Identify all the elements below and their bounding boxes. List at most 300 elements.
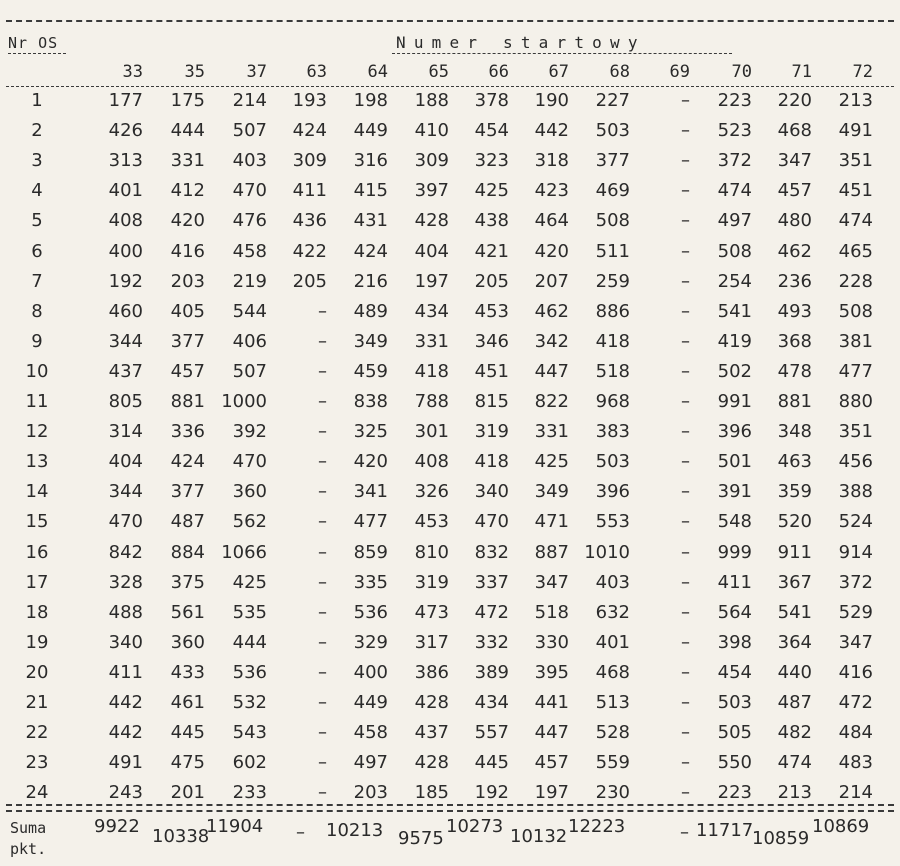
table-cell: – bbox=[318, 300, 327, 322]
table-cell: 884 bbox=[170, 541, 205, 563]
table-cell: 424 bbox=[170, 451, 205, 473]
table-cell: 175 bbox=[170, 90, 205, 111]
table-cell: 991 bbox=[717, 391, 752, 412]
start-number-title: Numer startowy bbox=[396, 33, 646, 52]
row-number: 9 bbox=[31, 330, 43, 352]
table-cell: 207 bbox=[534, 270, 569, 292]
table-cell: 472 bbox=[838, 692, 873, 713]
table-row bbox=[0, 752, 900, 782]
table-cell: 523 bbox=[717, 120, 752, 142]
table-cell: 388 bbox=[838, 481, 873, 503]
table-cell: 559 bbox=[595, 752, 630, 774]
table-cell: 346 bbox=[474, 330, 509, 352]
table-cell: 464 bbox=[534, 210, 569, 232]
table-cell: 404 bbox=[414, 240, 449, 262]
table-cell: 378 bbox=[474, 90, 509, 111]
table-cell: 437 bbox=[414, 722, 449, 744]
table-cell: 428 bbox=[414, 210, 449, 232]
table-cell: 520 bbox=[777, 511, 812, 533]
table-cell: – bbox=[681, 601, 690, 623]
sum-value: 9575 bbox=[398, 828, 444, 849]
table-cell: 564 bbox=[717, 601, 752, 623]
table-cell: 423 bbox=[534, 180, 569, 202]
table-cell: 487 bbox=[170, 511, 205, 533]
table-cell: 454 bbox=[474, 120, 509, 142]
table-cell: 344 bbox=[108, 481, 143, 503]
table-row bbox=[0, 481, 900, 511]
table-cell: – bbox=[318, 661, 327, 683]
table-cell: 548 bbox=[717, 511, 752, 533]
table-cell: 968 bbox=[595, 391, 630, 412]
column-header: 70 bbox=[731, 62, 752, 82]
table-cell: – bbox=[681, 511, 690, 533]
table-cell: 227 bbox=[595, 90, 630, 111]
table-cell: 332 bbox=[474, 631, 509, 653]
table-cell: – bbox=[681, 451, 690, 473]
table-row bbox=[0, 241, 900, 271]
table-cell: 999 bbox=[717, 541, 752, 563]
table-cell: 197 bbox=[414, 270, 449, 292]
table-cell: 815 bbox=[474, 391, 509, 412]
top-rule bbox=[6, 20, 894, 22]
table-cell: 214 bbox=[838, 782, 873, 804]
table-cell: 359 bbox=[777, 481, 812, 503]
table-cell: 337 bbox=[474, 571, 509, 593]
table-cell: 881 bbox=[777, 391, 812, 412]
table-cell: 459 bbox=[353, 360, 388, 382]
table-cell: – bbox=[681, 752, 690, 774]
table-cell: 301 bbox=[414, 421, 449, 443]
table-cell: 328 bbox=[108, 571, 143, 593]
table-cell: 474 bbox=[717, 180, 752, 202]
table-cell: 462 bbox=[777, 240, 812, 262]
table-row bbox=[0, 542, 900, 572]
table-cell: 309 bbox=[414, 150, 449, 172]
table-cell: 550 bbox=[717, 752, 752, 774]
column-header: 69 bbox=[669, 62, 690, 82]
table-cell: 468 bbox=[595, 661, 630, 683]
table-cell: 602 bbox=[232, 752, 267, 774]
table-row bbox=[0, 120, 900, 150]
table-cell: 461 bbox=[170, 692, 205, 713]
table-cell: 457 bbox=[777, 180, 812, 202]
table-cell: 420 bbox=[534, 240, 569, 262]
table-cell: 1000 bbox=[221, 391, 267, 412]
table-cell: 428 bbox=[414, 752, 449, 774]
table-cell: 532 bbox=[232, 692, 267, 713]
table-cell: 400 bbox=[108, 240, 143, 262]
table-cell: – bbox=[318, 752, 327, 774]
table-cell: 502 bbox=[717, 360, 752, 382]
table-cell: 536 bbox=[353, 601, 388, 623]
table-cell: 367 bbox=[777, 571, 812, 593]
table-cell: – bbox=[318, 601, 327, 623]
table-cell: 436 bbox=[292, 210, 327, 232]
table-cell: 524 bbox=[838, 511, 873, 533]
table-cell: 425 bbox=[474, 180, 509, 202]
table-cell: 418 bbox=[474, 451, 509, 473]
row-number: 22 bbox=[25, 722, 49, 744]
table-cell: 541 bbox=[777, 601, 812, 623]
table-cell: 410 bbox=[414, 120, 449, 142]
table-cell: – bbox=[318, 511, 327, 533]
table-cell: 449 bbox=[353, 692, 388, 713]
table-cell: 198 bbox=[353, 90, 388, 111]
table-cell: 469 bbox=[595, 180, 630, 202]
table-cell: 454 bbox=[717, 661, 752, 683]
table-cell: – bbox=[318, 330, 327, 352]
table-cell: 205 bbox=[292, 270, 327, 292]
row-number: 6 bbox=[31, 240, 43, 262]
sum-value: 10273 bbox=[446, 816, 504, 837]
table-cell: 360 bbox=[232, 481, 267, 503]
table-cell: – bbox=[681, 782, 690, 804]
table-cell: 472 bbox=[474, 601, 509, 623]
row-number: 1 bbox=[31, 90, 43, 111]
table-cell: 465 bbox=[838, 240, 873, 262]
table-row bbox=[0, 150, 900, 180]
table-cell: 188 bbox=[414, 90, 449, 111]
table-cell: 476 bbox=[232, 210, 267, 232]
table-cell: 887 bbox=[534, 541, 569, 563]
row-number: 19 bbox=[25, 631, 49, 653]
table-cell: 403 bbox=[595, 571, 630, 593]
table-cell: 340 bbox=[474, 481, 509, 503]
table-cell: 203 bbox=[353, 782, 388, 804]
table-row bbox=[0, 572, 900, 602]
sum-value: 10859 bbox=[752, 828, 810, 849]
table-cell: 444 bbox=[170, 120, 205, 142]
table-cell: – bbox=[318, 360, 327, 382]
table-cell: 483 bbox=[838, 752, 873, 774]
table-cell: 223 bbox=[717, 90, 752, 111]
table-cell: 424 bbox=[292, 120, 327, 142]
table-cell: 456 bbox=[838, 451, 873, 473]
sum-value: 9922 bbox=[94, 816, 140, 837]
sum-label: Suma pkt. bbox=[10, 819, 47, 858]
table-cell: 401 bbox=[595, 631, 630, 653]
sum-value: – bbox=[296, 822, 305, 843]
table-cell: 553 bbox=[595, 511, 630, 533]
table-row bbox=[0, 301, 900, 331]
table-cell: 203 bbox=[170, 270, 205, 292]
table-cell: 488 bbox=[108, 601, 143, 623]
table-cell: 518 bbox=[595, 360, 630, 382]
table-cell: 453 bbox=[414, 511, 449, 533]
table-cell: 425 bbox=[232, 571, 267, 593]
table-cell: 880 bbox=[838, 391, 873, 412]
table-row bbox=[0, 180, 900, 210]
table-cell: 177 bbox=[108, 90, 143, 111]
table-cell: 377 bbox=[170, 481, 205, 503]
table-cell: 349 bbox=[353, 330, 388, 352]
table-cell: 544 bbox=[232, 300, 267, 322]
table-cell: 497 bbox=[353, 752, 388, 774]
table-cell: 341 bbox=[353, 481, 388, 503]
table-row bbox=[0, 361, 900, 391]
table-cell: 389 bbox=[474, 661, 509, 683]
sum-rule-2 bbox=[6, 810, 894, 812]
table-cell: 810 bbox=[414, 541, 449, 563]
table-cell: 309 bbox=[292, 150, 327, 172]
table-cell: 463 bbox=[777, 451, 812, 473]
table-cell: 632 bbox=[595, 601, 630, 623]
table-cell: 859 bbox=[353, 541, 388, 563]
table-cell: – bbox=[318, 571, 327, 593]
row-number: 20 bbox=[25, 661, 49, 683]
table-cell: 377 bbox=[170, 330, 205, 352]
row-number: 3 bbox=[31, 150, 43, 172]
table-cell: 329 bbox=[353, 631, 388, 653]
sum-value: – bbox=[680, 822, 689, 843]
table-row bbox=[0, 602, 900, 632]
table-cell: 445 bbox=[170, 722, 205, 744]
table-cell: 445 bbox=[474, 752, 509, 774]
row-number: 18 bbox=[25, 601, 49, 623]
table-cell: 243 bbox=[108, 782, 143, 804]
table-cell: 422 bbox=[292, 240, 327, 262]
table-cell: – bbox=[681, 150, 690, 172]
table-cell: 886 bbox=[595, 300, 630, 322]
table-cell: 360 bbox=[170, 631, 205, 653]
table-cell: 372 bbox=[838, 571, 873, 593]
table-cell: 447 bbox=[534, 360, 569, 382]
table-cell: – bbox=[318, 481, 327, 503]
table-cell: 418 bbox=[414, 360, 449, 382]
table-cell: 386 bbox=[414, 661, 449, 683]
row-number: 5 bbox=[31, 210, 43, 232]
table-cell: 503 bbox=[595, 451, 630, 473]
row-number: 17 bbox=[25, 571, 49, 593]
table-cell: 412 bbox=[170, 180, 205, 202]
column-header: 64 bbox=[367, 62, 388, 82]
table-cell: 503 bbox=[717, 692, 752, 713]
table-cell: 822 bbox=[534, 391, 569, 412]
table-cell: 351 bbox=[838, 150, 873, 172]
table-cell: – bbox=[681, 240, 690, 262]
table-row bbox=[0, 90, 900, 120]
table-cell: 451 bbox=[838, 180, 873, 202]
table-cell: – bbox=[681, 210, 690, 232]
table-cell: 190 bbox=[534, 90, 569, 111]
table-cell: 375 bbox=[170, 571, 205, 593]
table-cell: 406 bbox=[232, 330, 267, 352]
table-cell: 419 bbox=[717, 330, 752, 352]
table-row bbox=[0, 662, 900, 692]
table-cell: 372 bbox=[717, 150, 752, 172]
table-cell: 420 bbox=[353, 451, 388, 473]
table-cell: 193 bbox=[292, 90, 327, 111]
column-header: 37 bbox=[246, 62, 267, 82]
table-cell: 440 bbox=[777, 661, 812, 683]
table-cell: 493 bbox=[777, 300, 812, 322]
table-cell: 349 bbox=[534, 481, 569, 503]
table-cell: 557 bbox=[474, 722, 509, 744]
table-cell: 347 bbox=[777, 150, 812, 172]
table-cell: 340 bbox=[108, 631, 143, 653]
table-cell: 236 bbox=[777, 270, 812, 292]
table-cell: – bbox=[681, 330, 690, 352]
table-cell: 335 bbox=[353, 571, 388, 593]
row-number: 12 bbox=[25, 421, 49, 443]
table-cell: 259 bbox=[595, 270, 630, 292]
table-cell: 331 bbox=[414, 330, 449, 352]
table-cell: – bbox=[681, 391, 690, 412]
table-cell: 415 bbox=[353, 180, 388, 202]
table-cell: 442 bbox=[534, 120, 569, 142]
table-cell: 881 bbox=[170, 391, 205, 412]
table-cell: 219 bbox=[232, 270, 267, 292]
table-cell: 477 bbox=[838, 360, 873, 382]
table-cell: 216 bbox=[353, 270, 388, 292]
table-cell: 788 bbox=[414, 391, 449, 412]
table-cell: 487 bbox=[777, 692, 812, 713]
table-cell: 313 bbox=[108, 150, 143, 172]
table-cell: 491 bbox=[838, 120, 873, 142]
table-cell: 543 bbox=[232, 722, 267, 744]
table-cell: – bbox=[681, 421, 690, 443]
table-cell: 442 bbox=[108, 722, 143, 744]
table-cell: 314 bbox=[108, 421, 143, 443]
table-cell: 511 bbox=[595, 240, 630, 262]
row-number: 21 bbox=[25, 692, 49, 713]
table-cell: 471 bbox=[534, 511, 569, 533]
table-cell: 420 bbox=[170, 210, 205, 232]
nr-underline bbox=[8, 53, 66, 54]
row-number: 10 bbox=[25, 360, 49, 382]
table-cell: 505 bbox=[717, 722, 752, 744]
table-cell: 342 bbox=[534, 330, 569, 352]
column-header: 71 bbox=[791, 62, 812, 82]
table-row bbox=[0, 692, 900, 722]
table-cell: 411 bbox=[292, 180, 327, 202]
title-underline bbox=[392, 53, 732, 54]
table-cell: 470 bbox=[232, 451, 267, 473]
table-cell: 451 bbox=[474, 360, 509, 382]
nr-os-header: Nr OS bbox=[8, 34, 59, 52]
header-rule bbox=[6, 86, 894, 87]
table-cell: 368 bbox=[777, 330, 812, 352]
table-cell: 442 bbox=[108, 692, 143, 713]
table-cell: 185 bbox=[414, 782, 449, 804]
table-cell: 344 bbox=[108, 330, 143, 352]
sum-value: 10213 bbox=[326, 820, 384, 841]
table-cell: 437 bbox=[108, 360, 143, 382]
table-cell: 418 bbox=[595, 330, 630, 352]
table-cell: 444 bbox=[232, 631, 267, 653]
table-cell: 397 bbox=[414, 180, 449, 202]
table-cell: 497 bbox=[717, 210, 752, 232]
table-cell: 468 bbox=[777, 120, 812, 142]
table-cell: 220 bbox=[777, 90, 812, 111]
table-cell: 319 bbox=[414, 571, 449, 593]
table-cell: 326 bbox=[414, 481, 449, 503]
table-cell: 396 bbox=[595, 481, 630, 503]
table-cell: 507 bbox=[232, 360, 267, 382]
sum-value: 10132 bbox=[510, 826, 568, 847]
table-cell: 434 bbox=[414, 300, 449, 322]
table-cell: 491 bbox=[108, 752, 143, 774]
table-cell: 392 bbox=[232, 421, 267, 443]
table-cell: 561 bbox=[170, 601, 205, 623]
table-cell: 330 bbox=[534, 631, 569, 653]
table-row bbox=[0, 722, 900, 752]
table-cell: 449 bbox=[353, 120, 388, 142]
table-cell: 214 bbox=[232, 90, 267, 111]
table-cell: 447 bbox=[534, 722, 569, 744]
table-cell: 460 bbox=[108, 300, 143, 322]
table-cell: 364 bbox=[777, 631, 812, 653]
table-cell: 489 bbox=[353, 300, 388, 322]
row-number: 11 bbox=[25, 391, 49, 412]
table-cell: 421 bbox=[474, 240, 509, 262]
table-cell: 426 bbox=[108, 120, 143, 142]
table-cell: – bbox=[681, 360, 690, 382]
table-cell: – bbox=[318, 541, 327, 563]
table-cell: 470 bbox=[232, 180, 267, 202]
table-cell: 470 bbox=[474, 511, 509, 533]
table-cell: 508 bbox=[838, 300, 873, 322]
table-cell: 462 bbox=[534, 300, 569, 322]
table-cell: 433 bbox=[170, 661, 205, 683]
column-header: 66 bbox=[488, 62, 509, 82]
table-cell: 403 bbox=[232, 150, 267, 172]
table-cell: 1066 bbox=[221, 541, 267, 563]
table-cell: 425 bbox=[534, 451, 569, 473]
sum-value: 11717 bbox=[696, 820, 754, 841]
column-header: 67 bbox=[548, 62, 569, 82]
table-cell: 914 bbox=[838, 541, 873, 563]
table-cell: 408 bbox=[414, 451, 449, 473]
table-cell: 529 bbox=[838, 601, 873, 623]
table-cell: 911 bbox=[777, 541, 812, 563]
table-row bbox=[0, 210, 900, 240]
table-row bbox=[0, 451, 900, 481]
table-cell: 316 bbox=[353, 150, 388, 172]
row-number: 15 bbox=[25, 511, 49, 533]
table-cell: 411 bbox=[717, 571, 752, 593]
table-cell: – bbox=[681, 661, 690, 683]
table-cell: 351 bbox=[838, 421, 873, 443]
table-row bbox=[0, 511, 900, 541]
table-cell: 319 bbox=[474, 421, 509, 443]
table-cell: 513 bbox=[595, 692, 630, 713]
table-cell: 508 bbox=[595, 210, 630, 232]
table-cell: 408 bbox=[108, 210, 143, 232]
table-cell: 458 bbox=[353, 722, 388, 744]
table-row bbox=[0, 391, 900, 421]
table-cell: 424 bbox=[353, 240, 388, 262]
table-cell: 518 bbox=[534, 601, 569, 623]
table-cell: 508 bbox=[717, 240, 752, 262]
table-cell: – bbox=[318, 451, 327, 473]
table-cell: 562 bbox=[232, 511, 267, 533]
table-cell: 192 bbox=[474, 782, 509, 804]
table-cell: 213 bbox=[777, 782, 812, 804]
sum-rule-1 bbox=[6, 804, 894, 806]
table-cell: 501 bbox=[717, 451, 752, 473]
table-cell: – bbox=[681, 692, 690, 713]
table-cell: 201 bbox=[170, 782, 205, 804]
table-cell: 213 bbox=[838, 90, 873, 111]
table-cell: – bbox=[318, 391, 327, 412]
table-cell: 317 bbox=[414, 631, 449, 653]
table-cell: 331 bbox=[534, 421, 569, 443]
table-cell: – bbox=[681, 571, 690, 593]
row-number: 14 bbox=[25, 481, 49, 503]
table-cell: 233 bbox=[232, 782, 267, 804]
sum-value: 10869 bbox=[812, 816, 870, 837]
